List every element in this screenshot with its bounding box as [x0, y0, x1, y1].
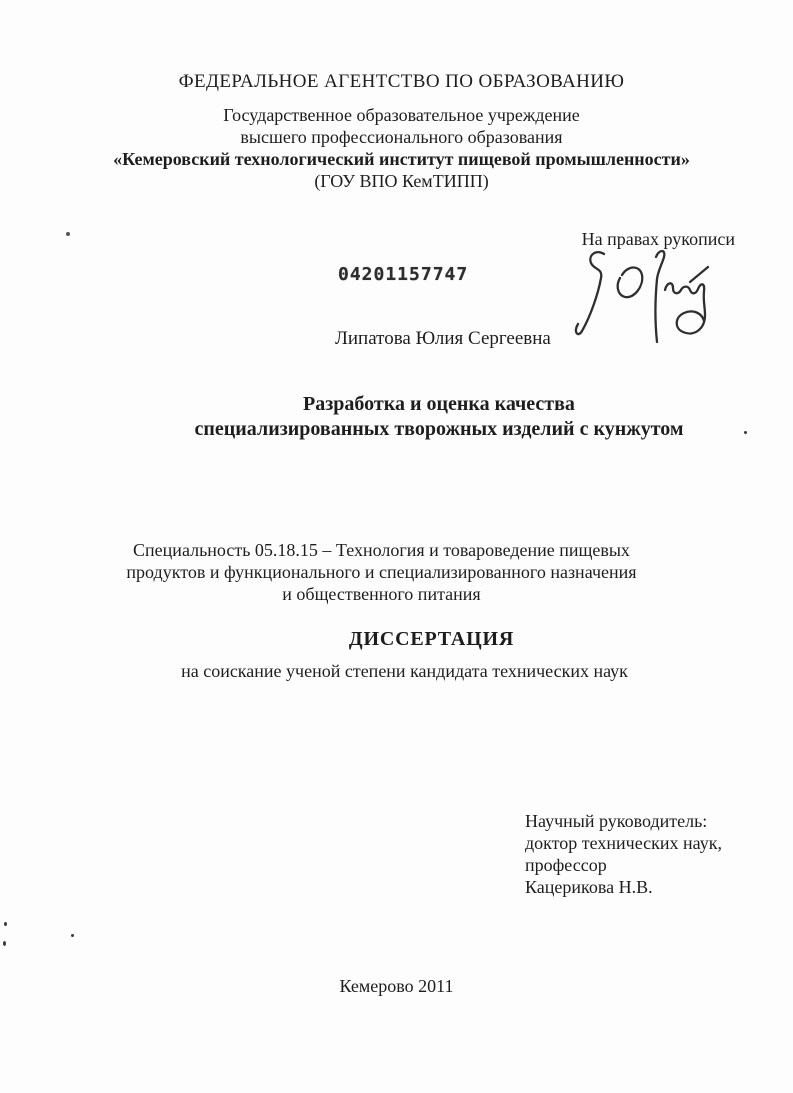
- specialty-line-1: Специальность 05.18.15 – Технология и товароведение пищевых: [133, 540, 630, 560]
- specialty-block: [0, 539, 763, 605]
- signature-stroke-oval: [618, 268, 643, 298]
- document-type-heading: ДИССЕРТАЦИЯ: [348, 628, 515, 650]
- signature-stroke-vertical: [656, 251, 665, 342]
- manuscript-rights-note: На правах рукописи: [581, 229, 735, 249]
- specialty-line-2: продуктов и функционального и специализированного назначения: [126, 562, 637, 582]
- title-line-2: специализированных творожных изделий с кунжутом: [194, 418, 684, 440]
- city-year-line: Кемерово 2011: [339, 976, 454, 996]
- institute-name: «Кемеровский технологический институт пищевой промышленности»: [113, 149, 690, 169]
- signature-icon: [570, 245, 720, 355]
- signature-stroke-flourish: [665, 283, 705, 333]
- supervisor-degree: доктор технических наук,: [525, 833, 722, 853]
- title-line-1: Разработка и оценка качества: [303, 393, 575, 415]
- supervisor-block: [525, 810, 722, 898]
- scan-speck: [71, 934, 74, 937]
- pen-dash-icon: [690, 267, 708, 282]
- signature-stroke-initial: [576, 252, 604, 334]
- institute-abbreviation: (ГОУ ВПО КемТИПП): [314, 171, 489, 191]
- signature-scribble: [570, 245, 720, 355]
- registration-number-stamp: 04201157747: [338, 264, 469, 285]
- org-line-2: высшего профессионального образования: [240, 127, 563, 147]
- supervisor-label: Научный руководитель:: [525, 811, 708, 831]
- scan-speck: [744, 431, 747, 434]
- federal-agency-line: ФЕДЕРАЛЬНОЕ АГЕНТСТВО ПО ОБРАЗОВАНИЮ: [178, 71, 625, 92]
- scan-speck: [4, 922, 7, 926]
- org-line-1: Государственное образовательное учреждение: [223, 105, 580, 125]
- dissertation-title: [85, 392, 793, 442]
- supervisor-name: Кацерикова Н.В.: [525, 877, 653, 897]
- author-name: Липатова Юлия Сергеевна: [335, 328, 551, 349]
- degree-line: на соискание ученой степени кандидата технических наук: [181, 661, 628, 681]
- scan-speck: [3, 941, 6, 946]
- scan-speck: [66, 232, 70, 236]
- specialty-line-3: и общественного питания: [282, 584, 481, 604]
- supervisor-rank: профессор: [525, 855, 607, 875]
